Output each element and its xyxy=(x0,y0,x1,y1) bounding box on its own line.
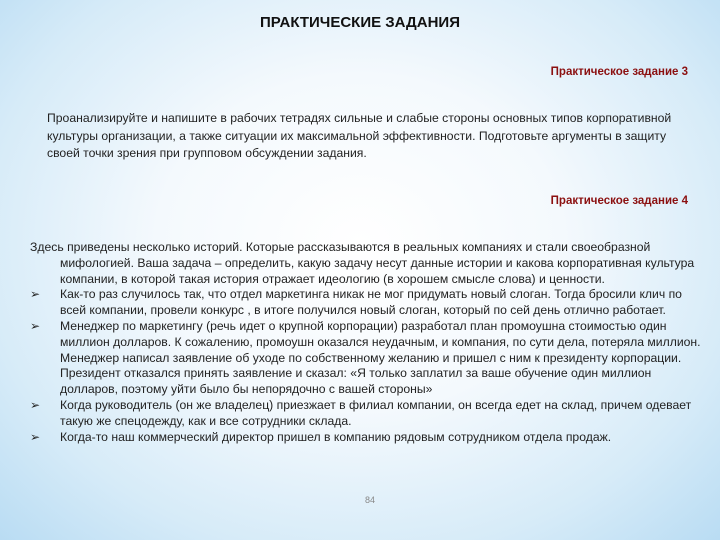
arrow-bullet-icon: ➢ xyxy=(30,397,41,412)
task4-label: Практическое задание 4 xyxy=(550,195,688,207)
page-number: 84 xyxy=(365,495,376,505)
task3-label: Практическое задание 3 xyxy=(550,66,688,78)
slide-title: ПРАКТИЧЕСКИЕ ЗАДАНИЯ xyxy=(260,14,460,31)
arrow-bullet-icon: ➢ xyxy=(30,287,41,302)
story-text: Как-то раз случилось так, что отдел маркетинга никак не мог придумать новый слоган. Тогда бросили клич по всей компании, провели конкурс , в итоге получился новый слоган, который по сей день отлично работает. xyxy=(60,287,682,318)
arrow-bullet-icon: ➢ xyxy=(30,318,41,333)
list-item xyxy=(30,319,702,398)
list-item xyxy=(30,287,702,319)
story-text: Когда-то наш коммерческий директор пришел в компанию рядовым сотрудником отдела продаж. xyxy=(60,429,612,444)
task4-body xyxy=(30,240,702,445)
story-text: Когда руководитель (он же владелец) приезжает в филиал компании, он всегда едет на склад, причем одевает такую же спецодежду, как и все сотрудники склада. xyxy=(60,397,692,428)
list-item xyxy=(30,398,702,430)
task3-text: Проанализируйте и напишите в рабочих тетрадях сильные и слабые стороны основных типов корпоративной культуры организации, а также ситуации их максимальной эффективности. Подготовьте аргументы в защиту своей точки зрения при групповом обсуждении задания. xyxy=(47,111,672,160)
task4-intro: Здесь приведены несколько историй. Которые рассказываются в реальных компаниях и стали своеобразной мифологией. Ваша задача – определить, какую задачу несут данные истории и какова корпоративная культура компании, в которой такая история отражает идеологию (в хорошем смысле слова) и ценности. xyxy=(30,240,695,286)
arrow-bullet-icon: ➢ xyxy=(30,429,41,444)
story-list xyxy=(30,287,702,445)
list-item xyxy=(30,430,702,446)
story-text: Менеджер по маркетингу (речь идет о крупной корпорации) разработал план промоушна стоимостью один миллион долларов. К сожалению, промоушн оказался неудачным, и компания, по сути дела, потеряла миллион. Менеджер написал заявление об уходе по собственному желанию и пришел с ним к президенту корпорации. Президент отказался принять заявление и сказал: «Я только заплатил за ваше обучение один миллион долларов, поэтому уйти было бы непорядочно с вашей стороны» xyxy=(60,318,701,397)
